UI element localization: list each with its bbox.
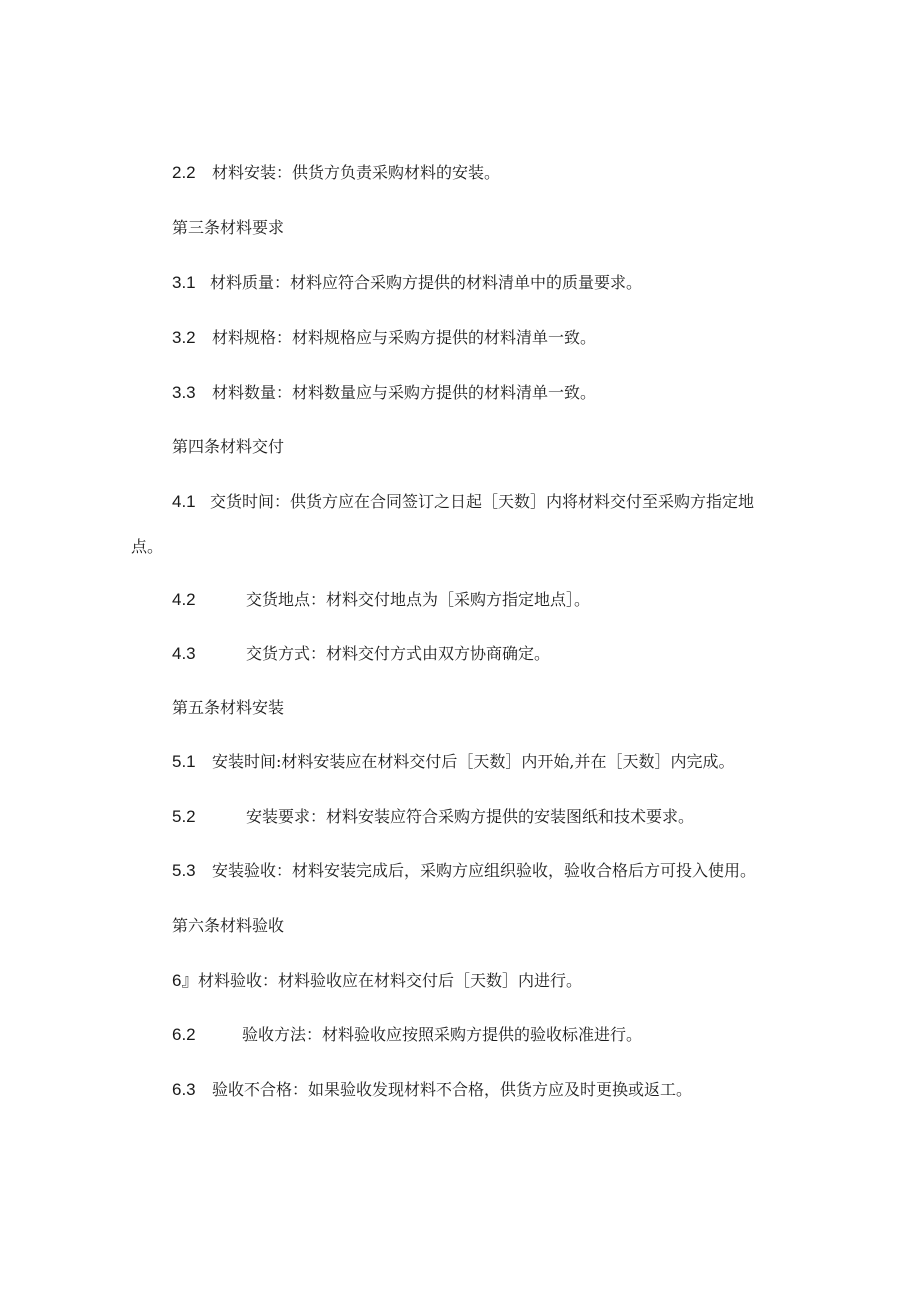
section-heading: 第四条材料交付 [172, 437, 285, 456]
clause-number: 3.2 [172, 328, 196, 347]
clause-2-2 [172, 163, 500, 183]
clause-4-2 [172, 590, 590, 610]
clause-5-1 [172, 752, 734, 772]
clause-text: 交货方式：材料交付方式由双方协商确定。 [246, 644, 551, 663]
section-heading-5 [172, 698, 284, 718]
section-heading-3 [172, 218, 284, 238]
clause-6-2 [172, 1025, 642, 1045]
clause-4-1-continuation [131, 537, 163, 557]
section-heading-4 [172, 437, 284, 457]
clause-text: 安装要求：材料安装应符合采购方提供的安装图纸和技术要求。 [246, 807, 695, 826]
section-heading: 第五条材料安装 [172, 698, 285, 717]
clause-3-1 [172, 273, 642, 293]
clause-6-1 [172, 971, 582, 991]
section-heading-6 [172, 916, 284, 936]
clause-text: 材料质量：材料应符合采购方提供的材料清单中的质量要求。 [210, 273, 643, 292]
clause-number: 4.1 [172, 492, 196, 511]
clause-4-3 [172, 644, 550, 664]
clause-text: 交货时间：供货方应在合同签订之日起［天数］内将材料交付至采购方指定地 [210, 492, 755, 511]
clause-text: 材料安装：供货方负责采购材料的安装。 [212, 163, 501, 182]
clause-text: 材料验收：材料验收应在材料交付后［天数］内进行。 [198, 971, 583, 990]
clause-text: 材料数量：材料数量应与采购方提供的材料清单一致。 [212, 383, 597, 402]
clause-number: 5.1 [172, 752, 196, 771]
clause-number: 6』 [172, 971, 199, 990]
clause-number: 6.2 [172, 1025, 196, 1044]
clause-number: 2.2 [172, 163, 196, 182]
clause-text: 交货地点：材料交付地点为［采购方指定地点］。 [246, 590, 591, 609]
clause-number: 3.3 [172, 383, 196, 402]
clause-text: 验收不合格：如果验收发现材料不合格，供货方应及时更换或返工。 [212, 1080, 693, 1099]
clause-text: 材料规格：材料规格应与采购方提供的材料清单一致。 [212, 328, 597, 347]
clause-number: 4.3 [172, 644, 196, 663]
section-heading: 第六条材料验收 [172, 916, 285, 935]
clause-3-2 [172, 328, 596, 348]
section-heading: 第三条材料要求 [172, 218, 285, 237]
clause-5-3 [172, 861, 756, 881]
clause-4-1 [172, 492, 754, 512]
clause-text: 安装时间:材料安装应在材料交付后［天数］内开始,并在［天数］内完成。 [212, 752, 735, 771]
clause-5-2 [172, 807, 694, 827]
clause-6-3 [172, 1080, 692, 1100]
clause-text: 安装验收：材料安装完成后，采购方应组织验收，验收合格后方可投入使用。 [212, 861, 757, 880]
clause-text: 验收方法：材料验收应按照采购方提供的验收标准进行。 [242, 1025, 643, 1044]
clause-number: 3.1 [172, 273, 196, 292]
clause-3-3 [172, 383, 596, 403]
clause-number: 6.3 [172, 1080, 196, 1099]
clause-number: 4.2 [172, 590, 196, 609]
clause-number: 5.3 [172, 861, 196, 880]
clause-number: 5.2 [172, 807, 196, 826]
clause-text-continuation: 点。 [131, 537, 164, 556]
